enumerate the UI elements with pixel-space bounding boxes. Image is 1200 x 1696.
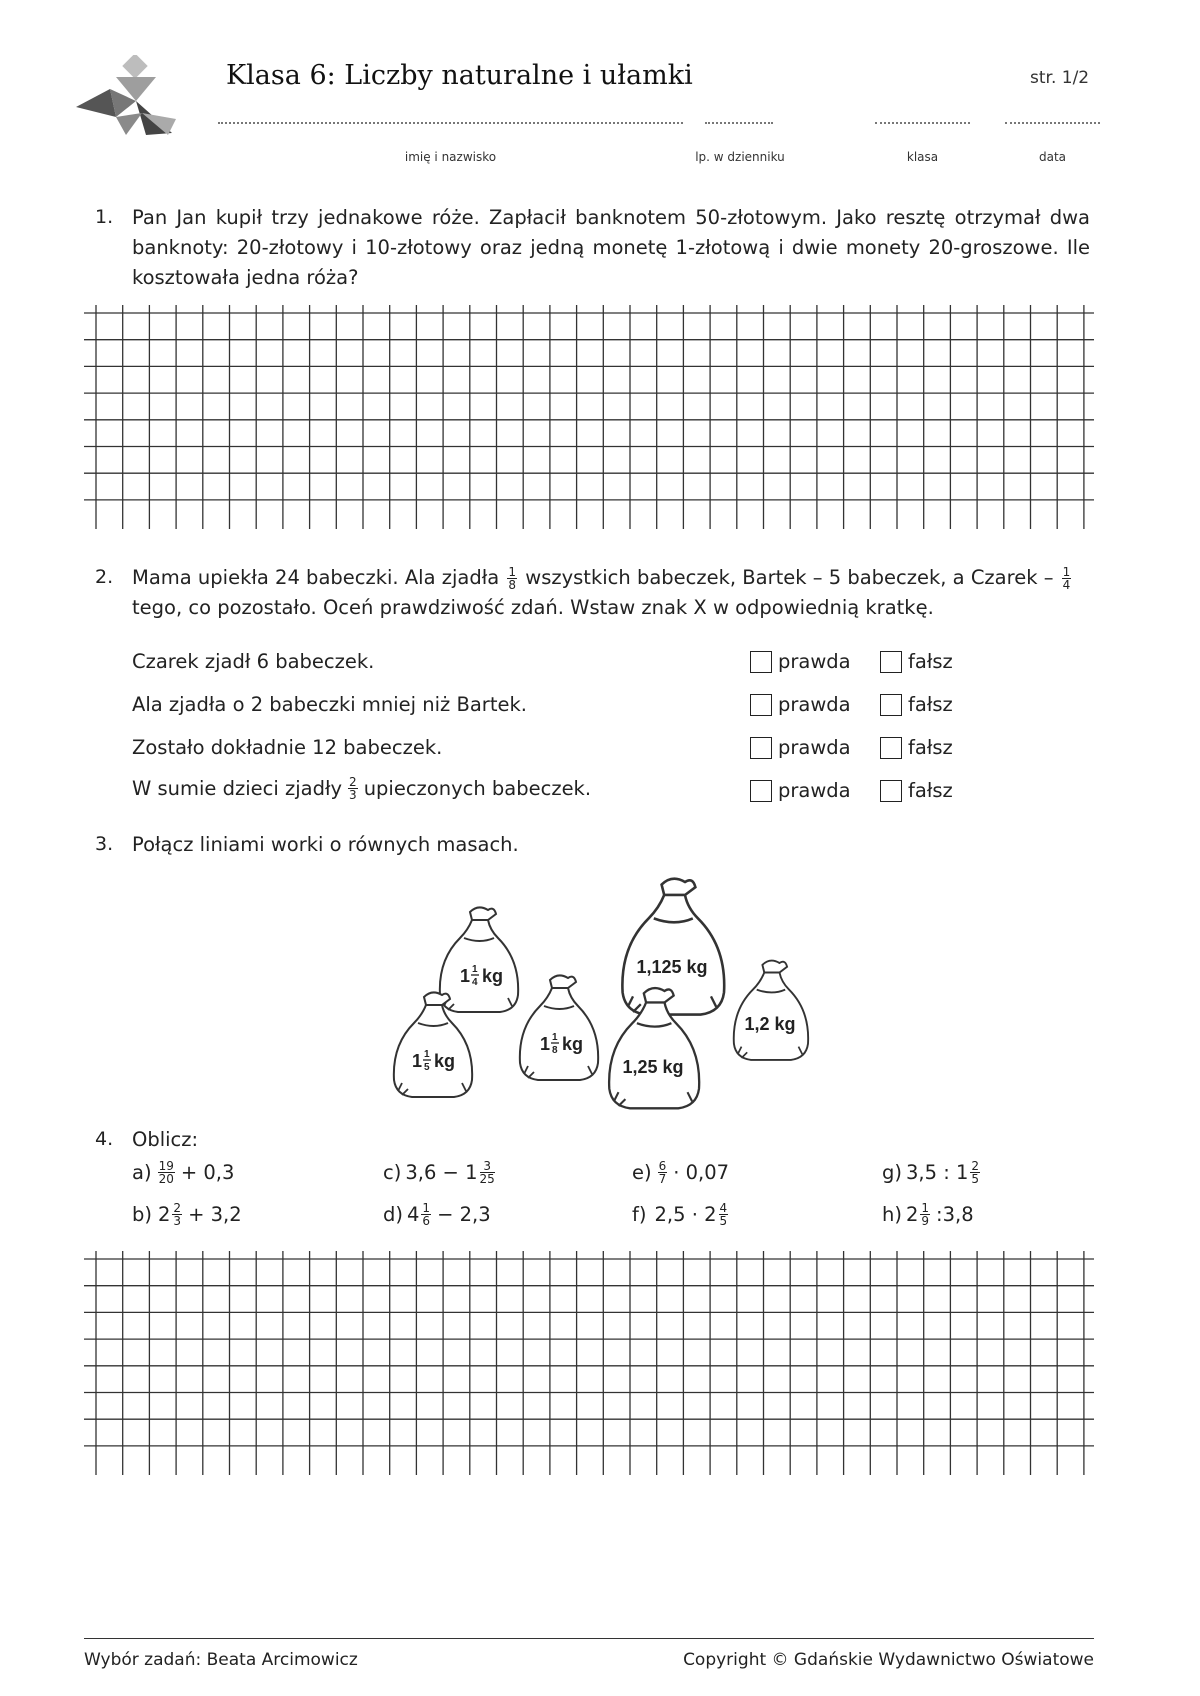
- statement-4: W sumie dzieci zjadły $\frac{2}{3}$ upieczonych babeczek.: [132, 775, 592, 802]
- checkbox[interactable]: [880, 780, 902, 802]
- publisher-logo: [76, 55, 186, 145]
- task-2-intro-c: tego, co pozostało. Oceń prawdziwość zdań. Wstaw znak X w odpowiednią kratkę.: [132, 596, 934, 619]
- statement-3-false[interactable]: fałsz: [880, 736, 953, 759]
- task-2-intro-a: Mama upiekła 24 babeczki. Ala zjadła: [132, 566, 500, 589]
- statement-4-false[interactable]: fałsz: [880, 779, 953, 802]
- task-4-number: 4.: [95, 1128, 114, 1150]
- statement-1-false[interactable]: fałsz: [880, 650, 953, 673]
- fraction-two-thirds: $\frac{2}{3}$: [349, 775, 357, 802]
- date-field[interactable]: [1005, 122, 1100, 124]
- task-3-number: 3.: [95, 833, 114, 855]
- checkbox[interactable]: [750, 780, 772, 802]
- sacks-illustration: [390, 870, 840, 1110]
- sack-label-2-den: 4: [472, 977, 478, 988]
- class-field[interactable]: [875, 122, 970, 124]
- footer-author: Wybór zadań: Beata Arcimowicz: [84, 1650, 358, 1670]
- footer-copyright: Copyright © Gdańskie Wydawnictwo Oświatowe: [683, 1650, 1094, 1670]
- exercise-d: d) 4 $\frac{1}{6}$ − 2,3: [383, 1201, 491, 1228]
- sack-label-4-den: 5: [424, 1062, 430, 1073]
- statement-2-false[interactable]: fałsz: [880, 693, 953, 716]
- sack-label-3: 1,2 kg: [744, 1014, 796, 1034]
- checkbox[interactable]: [750, 737, 772, 759]
- exercise-c: c) 3,6 − 1 $\frac{3}{25}$: [383, 1159, 495, 1186]
- exercise-a: a) $\frac{19}{20}$ + 0,3: [132, 1159, 235, 1186]
- exercise-e: e) $\frac{6}{7}$ · 0,07: [632, 1159, 730, 1186]
- name-label: imię i nazwisko: [404, 150, 497, 164]
- fraction-one-quarter: $\frac{1}{4}$: [1062, 565, 1071, 592]
- checkbox[interactable]: [750, 651, 772, 673]
- task-1-text: Pan Jan kupił trzy jednakowe róże. Zapłacił banknotem 50-złotowym. Jako resztę otrzymał dwa banknoty: 20-złotowy i 10-złotowy oraz jedną monetę 1-złotową i dwie monety 20-groszowe. Ile kosztowała jedna róża?: [132, 206, 1090, 289]
- statement-4-true[interactable]: prawda: [750, 779, 851, 802]
- sack-label-4-unit: kg: [434, 1051, 456, 1071]
- checkbox[interactable]: [880, 694, 902, 716]
- checkbox[interactable]: [880, 651, 902, 673]
- checkbox[interactable]: [880, 737, 902, 759]
- sack-label-5-num: 1: [552, 1032, 558, 1043]
- task-4-text: Oblicz:: [132, 1128, 199, 1151]
- task-2-text: [132, 563, 1092, 623]
- statement-2-true[interactable]: prawda: [750, 693, 851, 716]
- statement-3-true[interactable]: prawda: [750, 736, 851, 759]
- statement-1: Czarek zjadł 6 babeczek.: [132, 650, 375, 673]
- sack-label-5-whole: 1: [540, 1034, 551, 1054]
- date-label: data: [1038, 150, 1067, 164]
- name-field[interactable]: [218, 122, 683, 124]
- task-1-number: 1.: [95, 206, 114, 228]
- sack-3: [734, 961, 808, 1060]
- sack-label-2-unit: kg: [482, 966, 504, 986]
- task-3-text: Połącz liniami worki o równych masach.: [132, 833, 519, 856]
- sack-5: [520, 975, 598, 1080]
- sack-label-5-den: 8: [552, 1045, 558, 1056]
- exercise-f: f) 2,5 · 2 $\frac{4}{5}$: [632, 1201, 728, 1228]
- sack-label-4-num: 1: [424, 1049, 430, 1060]
- sack-2: [440, 907, 518, 1012]
- class-label: klasa: [906, 150, 939, 164]
- sack-label-5-unit: kg: [562, 1034, 584, 1054]
- class-number-label: lp. w dzienniku: [695, 150, 785, 164]
- task-2-number: 2.: [95, 566, 114, 588]
- page-number: str. 1/2: [1030, 68, 1090, 88]
- exercise-b: b) 2 $\frac{2}{3}$ + 3,2: [132, 1201, 242, 1228]
- footer-divider: [84, 1638, 1094, 1639]
- sack-label-1: 1,125 kg: [636, 957, 708, 977]
- sack-label-6: 1,25 kg: [622, 1057, 684, 1077]
- sack-label-4-whole: 1: [412, 1051, 423, 1071]
- exercise-g: g) 3,5 : 1 $\frac{2}{5}$: [882, 1159, 980, 1186]
- worksheet-title: Klasa 6: Liczby naturalne i ułamki: [226, 60, 693, 91]
- class-number-field[interactable]: [705, 122, 773, 124]
- sack-label-2-whole: 1: [460, 966, 471, 986]
- task-2-intro-b: wszystkich babeczek, Bartek – 5 babeczek, a Czarek –: [525, 566, 1054, 589]
- statement-3: Zostało dokładnie 12 babeczek.: [132, 736, 443, 759]
- checkbox[interactable]: [750, 694, 772, 716]
- statement-2: Ala zjadła o 2 babeczki mniej niż Bartek.: [132, 693, 527, 716]
- exercise-h: h) 2 $\frac{1}{9}$ :3,8: [882, 1201, 974, 1228]
- sack-label-2-num: 1: [472, 964, 478, 975]
- fraction-one-eighth: $\frac{1}{8}$: [508, 565, 517, 592]
- statement-1-true[interactable]: prawda: [750, 650, 851, 673]
